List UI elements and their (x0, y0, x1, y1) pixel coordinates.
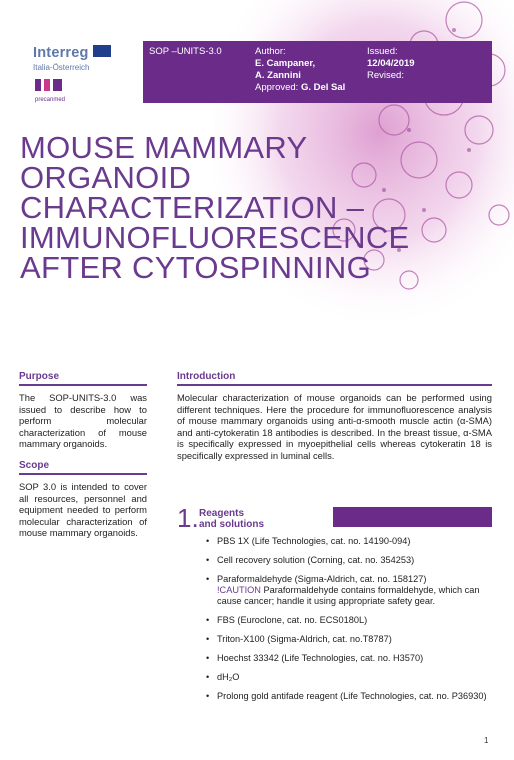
interreg-logo (33, 44, 111, 72)
section-number: 1. (177, 503, 199, 533)
introduction-text: Molecular characterization of mouse organoids can be performed using different techniques. Here the procedure for immunofluorescence analysis of mouse mammary organoids using anti-α-smooth muscle actin (α-SMA) and anti-cytokeratin 18 antibodies is described. In the breast tissue, α-SMA is specifically expressed in myoepithelial cells whereas cytokeratin 18 is specifically expressed in luminal cells. (177, 392, 492, 461)
author-label: Author: (255, 46, 286, 57)
approved-by: G. Del Sal (300, 82, 346, 93)
eu-flag-icon (93, 45, 111, 57)
bullet-icon: • (206, 615, 210, 625)
document-header (143, 41, 492, 103)
bullet-icon: • (206, 672, 210, 682)
reagent-text: PBS 1X (Life Technologies, cat. no. 14190-094) (217, 536, 411, 546)
list-item (206, 653, 492, 664)
section-accent-bar (333, 507, 492, 527)
caution-text: Paraformaldehyde contains formaldehyde, which can cause cancer; handle it using appropriate safety gear. (217, 585, 480, 606)
list-item (206, 536, 492, 547)
approved-line (255, 82, 345, 94)
reagent-list (206, 536, 492, 710)
precanmed-logo (33, 77, 93, 105)
issued-label: Issued: (367, 46, 398, 57)
reagent-text: Cell recovery solution (Corning, cat. no. 354253) (217, 555, 415, 565)
list-item (206, 634, 492, 645)
reagents-title-line1: Reagents (199, 508, 245, 519)
reagents-title-line2: and solutions (199, 519, 264, 530)
bullet-icon: • (206, 653, 210, 663)
introduction-heading: Introduction (177, 371, 492, 386)
reagents-title (199, 508, 264, 530)
list-item (206, 574, 492, 607)
scope-heading: Scope (19, 460, 147, 475)
reagent-text: Paraformaldehyde (Sigma-Aldrich, cat. no. 158127) (217, 574, 427, 584)
list-item (206, 672, 492, 683)
right-column (177, 371, 492, 462)
revised-label: Revised: (367, 70, 404, 81)
approved-label: Approved: (255, 82, 299, 93)
author-name-1: E. Campaner, (255, 58, 316, 69)
reagent-text: FBS (Euroclone, cat. no. ECS0180L) (217, 615, 368, 625)
page-number: 1 (484, 736, 489, 745)
list-item (206, 555, 492, 566)
caution-label: !CAUTION (217, 585, 261, 595)
author-block (255, 46, 345, 94)
reagent-text: dH₂O (217, 672, 240, 682)
reagent-text: Hoechst 33342 (Life Technologies, cat. no. H3570) (217, 653, 424, 663)
purpose-text: The SOP-UNITS-3.0 was issued to describe how to perform molecular characterization of mouse mammary organoids. (19, 392, 147, 450)
bullet-icon: • (206, 574, 210, 584)
bullet-icon: • (206, 634, 210, 644)
reagents-section-header (177, 505, 492, 531)
left-column (19, 371, 147, 539)
program-name: Italia-Österreich (33, 63, 90, 72)
interreg-wordmark: Interreg (33, 45, 89, 61)
bullet-icon: • (206, 536, 210, 546)
list-item (206, 615, 492, 626)
bullet-icon: • (206, 691, 210, 701)
document-title: MOUSE MAMMARY ORGANOID CHARACTERIZATION – IMMUNOFLUORESCENCE AFTER CYTOSPINNING (20, 130, 410, 285)
reagent-text: Triton-X100 (Sigma-Aldrich, cat. no.T8787) (217, 634, 392, 644)
reagent-text: Prolong gold antifade reagent (Life Technologies, cat. no. P36930) (217, 691, 487, 701)
issue-block (367, 46, 415, 82)
author-name-2: A. Zannini (255, 70, 301, 81)
scope-text: SOP 3.0 is intended to cover all resources, personnel and equipment needed to perform molecular characterization of mouse mammary organoids. (19, 480, 147, 539)
issued-date: 12/04/2019 (367, 58, 415, 69)
sop-id: SOP –UNITS-3.0 (149, 46, 222, 57)
bullet-icon: • (206, 555, 210, 565)
purpose-heading: Purpose (19, 371, 147, 386)
precanmed-subtext: precanmed (35, 97, 66, 103)
list-item (206, 691, 492, 702)
